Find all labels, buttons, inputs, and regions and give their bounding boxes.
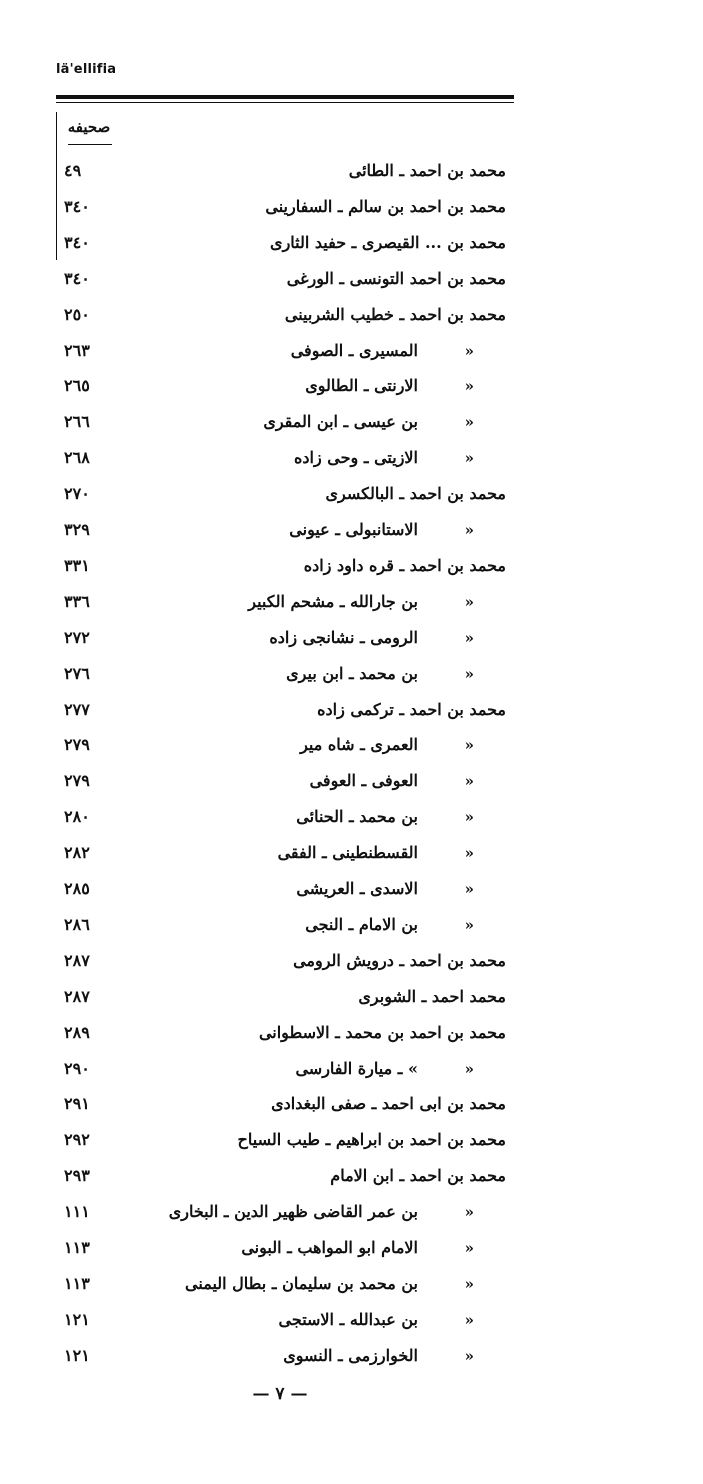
entry-name: محمد بن احمد ـ خطيب الشربينى bbox=[284, 304, 506, 324]
page-reference: ١٢١ bbox=[64, 1345, 90, 1365]
entry-name: محمد بن احمد ـ درويش الرومى bbox=[293, 950, 506, 970]
page-reference: ٢٨٢ bbox=[64, 843, 90, 863]
index-row bbox=[56, 874, 506, 904]
page-reference: ٢٦٣ bbox=[64, 340, 90, 360]
entry-name: محمد بن احمد بن ابراهيم ـ طيب السياح bbox=[237, 1130, 506, 1150]
page-reference: ٢٨٩ bbox=[64, 1022, 90, 1042]
entry-name: بن محمد ـ الحنائى bbox=[296, 807, 418, 827]
index-row bbox=[56, 1125, 506, 1155]
entry-name: المسيرى ـ الصوفى bbox=[290, 340, 418, 360]
index-row bbox=[56, 515, 506, 545]
ditto-mark: » bbox=[464, 915, 474, 934]
entry-name: » ـ ميارة الفارسى bbox=[295, 1058, 418, 1078]
index-row bbox=[56, 623, 506, 653]
page-reference: ٢٧٧ bbox=[64, 699, 90, 719]
header-rule-thin bbox=[56, 102, 514, 103]
index-row bbox=[56, 910, 506, 940]
ditto-mark: » bbox=[464, 628, 474, 647]
page-reference: ٣٤٠ bbox=[64, 232, 90, 252]
entry-name: بن جارالله ـ مشحم الكبير bbox=[248, 591, 418, 611]
ditto-mark: » bbox=[464, 772, 474, 791]
page-reference: ٣٤٠ bbox=[64, 196, 90, 216]
entry-name: الازيتى ـ وحى زاده bbox=[294, 448, 418, 468]
entry-name: بن عمر القاضى ظهير الدين ـ البخارى bbox=[168, 1202, 418, 1222]
index-row bbox=[56, 551, 506, 581]
index-row bbox=[56, 1197, 506, 1227]
index-row bbox=[56, 1305, 506, 1335]
index-row bbox=[56, 192, 506, 222]
index-row bbox=[56, 336, 506, 366]
ditto-mark: » bbox=[464, 736, 474, 755]
page-reference: ٢٨٧ bbox=[64, 986, 90, 1006]
entry-name: محمد بن احمد ـ الطائى bbox=[348, 161, 506, 180]
index-row bbox=[56, 1054, 506, 1084]
entry-name: محمد بن ابى احمد ـ صفى البغدادى bbox=[271, 1094, 506, 1114]
page-reference: ٢٩٢ bbox=[64, 1130, 90, 1150]
page-reference: ١١٣ bbox=[64, 1273, 90, 1293]
index-row bbox=[56, 838, 506, 868]
entry-name: الرومى ـ نشانجى زاده bbox=[269, 627, 418, 647]
entry-name: محمد بن احمد ـ قره داود زاده bbox=[303, 555, 506, 575]
page-reference: ٢٧٢ bbox=[64, 627, 90, 647]
page-reference: ٢٦٥ bbox=[64, 376, 90, 396]
index-row bbox=[56, 587, 506, 617]
page-reference: ٢٨٦ bbox=[64, 914, 90, 934]
entry-name: محمد احمد ـ الشوبرى bbox=[358, 986, 506, 1006]
page-reference: ٢٨٠ bbox=[64, 807, 90, 827]
entry-name: الارنتى ـ الطالوى bbox=[305, 376, 418, 396]
entry-name: محمد بن احمد ـ ابن الامام bbox=[330, 1166, 506, 1186]
page-reference: ٣٢٩ bbox=[64, 520, 90, 539]
page-number: — ٧ — bbox=[252, 1384, 308, 1404]
page-reference: ٤٩ bbox=[64, 161, 82, 180]
page-reference: ٢٥٠ bbox=[64, 304, 90, 324]
ditto-mark: » bbox=[464, 1310, 474, 1329]
entry-name: محمد بن احمد التونسى ـ الورغى bbox=[286, 268, 506, 288]
ditto-mark: » bbox=[464, 592, 474, 611]
entry-name: الخوارزمى ـ النسوى bbox=[283, 1345, 418, 1365]
index-row bbox=[56, 1089, 506, 1119]
entry-name: محمد بن ... القيصرى ـ حفيد الثارى bbox=[270, 232, 506, 252]
index-row bbox=[56, 479, 506, 509]
ditto-mark: » bbox=[464, 1203, 474, 1222]
index-row bbox=[56, 1341, 506, 1371]
ditto-mark: » bbox=[464, 808, 474, 827]
ditto-mark: » bbox=[464, 413, 474, 432]
index-row bbox=[56, 1018, 506, 1048]
ditto-mark: » bbox=[464, 1059, 474, 1078]
ditto-mark: » bbox=[464, 880, 474, 898]
page-reference: ٢٧٩ bbox=[64, 771, 90, 791]
page-column-heading: صحيفه bbox=[67, 118, 111, 136]
ditto-mark: » bbox=[464, 521, 474, 539]
entry-name: الاستانبولى ـ عيونى bbox=[289, 520, 418, 539]
entry-name: بن الامام ـ النجى bbox=[305, 914, 418, 934]
entry-name: محمد بن احمد بن محمد ـ الاسطوانى bbox=[258, 1022, 506, 1042]
entry-name: محمد بن احمد ـ تركمى زاده bbox=[317, 699, 506, 719]
index-row bbox=[56, 659, 506, 689]
entry-name: العمرى ـ شاه مير bbox=[300, 735, 418, 755]
page-reference: ٢٩٠ bbox=[64, 1058, 90, 1078]
page-reference: ٢٧٦ bbox=[64, 663, 90, 683]
entry-name: بن عبدالله ـ الاستجى bbox=[278, 1309, 418, 1329]
ditto-mark: » bbox=[464, 844, 474, 863]
ditto-mark: » bbox=[464, 1239, 474, 1257]
page-reference: ٢٦٦ bbox=[64, 412, 90, 432]
page-reference: ١٢١ bbox=[64, 1309, 90, 1329]
index-row bbox=[56, 300, 506, 330]
entry-name: القسطنطينى ـ الفقى bbox=[277, 843, 418, 863]
index-row bbox=[56, 1161, 506, 1191]
index-row bbox=[56, 371, 506, 401]
entry-name: بن محمد بن سليمان ـ بطال اليمنى bbox=[185, 1273, 418, 1293]
entry-name: بن محمد ـ ابن بيرى bbox=[286, 663, 418, 683]
page-reference: ٣٤٠ bbox=[64, 268, 90, 288]
ditto-mark: » bbox=[464, 1346, 474, 1365]
index-row bbox=[56, 407, 506, 437]
index-row bbox=[56, 982, 506, 1012]
entry-name: بن عيسى ـ ابن المقرى bbox=[263, 412, 418, 432]
page-reference: ٢٧٩ bbox=[64, 735, 90, 755]
page-reference: ٢٨٧ bbox=[64, 950, 90, 970]
index-row bbox=[56, 264, 506, 294]
index-row bbox=[56, 443, 506, 473]
index-row bbox=[56, 1233, 506, 1263]
entry-name: محمد بن احمد ـ البالكسرى bbox=[325, 484, 506, 504]
ditto-mark: » bbox=[464, 377, 474, 396]
ditto-mark: » bbox=[464, 341, 474, 360]
header-mark: lä'ellifia bbox=[56, 62, 117, 77]
entry-name: الامام ابو المواهب ـ البونى bbox=[241, 1238, 418, 1257]
ditto-mark: » bbox=[464, 664, 474, 683]
header-rule-thick bbox=[56, 95, 514, 99]
index-row bbox=[56, 946, 506, 976]
index-row bbox=[56, 228, 506, 258]
page-reference: ١١٣ bbox=[64, 1238, 90, 1257]
ditto-mark: » bbox=[464, 1274, 474, 1293]
page-reference: ٢٦٨ bbox=[64, 448, 90, 468]
page-reference: ٢٩١ bbox=[64, 1094, 90, 1114]
index-row bbox=[56, 695, 506, 725]
index-row bbox=[56, 730, 506, 760]
index-row bbox=[56, 156, 506, 186]
page-reference: ٢٩٣ bbox=[64, 1166, 90, 1186]
page-reference: ٣٣١ bbox=[64, 555, 90, 575]
entry-name: الاسدى ـ العريشى bbox=[296, 879, 418, 898]
page-reference: ٣٣٦ bbox=[64, 591, 90, 611]
page-reference: ٢٨٥ bbox=[64, 879, 90, 898]
column-heading-underline bbox=[68, 144, 112, 145]
ditto-mark: » bbox=[464, 449, 474, 468]
index-row bbox=[56, 766, 506, 796]
page-reference: ٢٧٠ bbox=[64, 484, 90, 504]
page-reference: ١١١ bbox=[64, 1202, 90, 1222]
index-row bbox=[56, 1269, 506, 1299]
index-row bbox=[56, 802, 506, 832]
entry-name: العوفى ـ العوفى bbox=[309, 771, 418, 791]
entry-name: محمد بن احمد بن سالم ـ السفارينى bbox=[265, 196, 506, 216]
